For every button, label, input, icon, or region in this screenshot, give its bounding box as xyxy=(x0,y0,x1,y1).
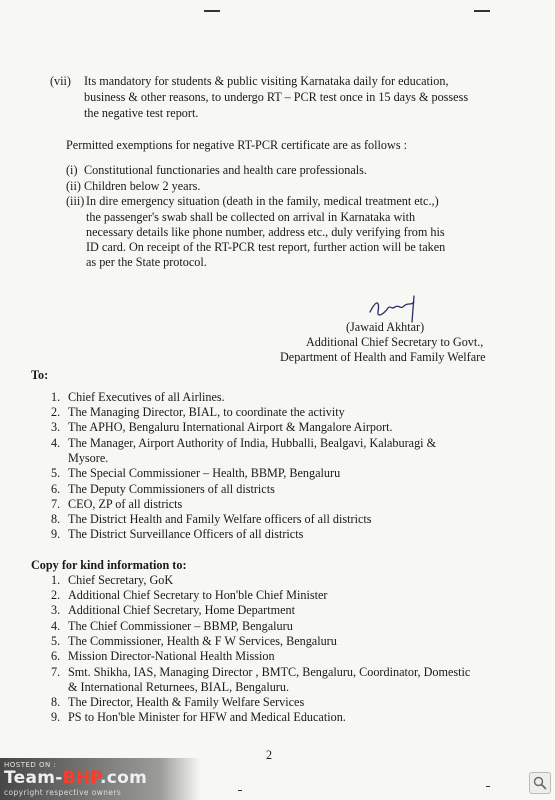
to-item-number: 8. xyxy=(51,512,61,526)
copy-heading: Copy for kind information to: xyxy=(31,558,187,572)
to-item: CEO, ZP of all districts xyxy=(68,497,183,511)
copy-item-number: 4. xyxy=(51,619,61,633)
copy-item: The Chief Commissioner – BBMP, Bengaluru xyxy=(68,619,293,633)
signatory-department: Department of Health and Family Welfare xyxy=(280,350,486,364)
to-item-number: 7. xyxy=(51,497,61,511)
exemption-line: the passenger's swab shall be collected on arrival in Karnataka with xyxy=(86,210,416,224)
exemption-number: (ii) xyxy=(66,179,81,193)
exemption-line: as per the State protocol. xyxy=(86,255,207,269)
to-item-number: 9. xyxy=(51,527,61,541)
exemption-number: (i) xyxy=(66,163,78,177)
to-item: The Special Commissioner – Health, BBMP, Bengaluru xyxy=(68,466,341,480)
watermark-copyright: copyright respective owners xyxy=(4,788,122,797)
to-item: The Managing Director, BIAL, to coordinate the activity xyxy=(68,405,345,419)
copy-item-number: 5. xyxy=(51,634,61,648)
signatory-name: (Jawaid Akhtar) xyxy=(346,320,425,334)
to-item-number: 4. xyxy=(51,436,61,450)
copy-item-number: 6. xyxy=(51,649,61,663)
top-mark-right xyxy=(474,10,490,12)
copy-item: The Director, Health & Family Welfare Services xyxy=(68,695,305,709)
to-item-number: 1. xyxy=(51,390,61,404)
magnifier-icon xyxy=(533,776,547,790)
exemptions-intro: Permitted exemptions for negative RT-PCR certificate are as follows : xyxy=(66,138,407,152)
to-item: Chief Executives of all Airlines. xyxy=(68,390,225,404)
exemption-line: necessary details like phone number, address etc., duly verifying from his xyxy=(86,225,445,239)
copy-item-number: 1. xyxy=(51,573,61,587)
copy-item: Additional Chief Secretary to Hon'ble Chief Minister xyxy=(68,588,328,602)
exemption-line: Children below 2 years. xyxy=(84,179,201,193)
to-item: The APHO, Bengaluru International Airport & Mangalore Airport. xyxy=(68,420,393,434)
watermark-brand-a: Team- xyxy=(4,768,63,788)
to-item: The District Health and Family Welfare officers of all districts xyxy=(68,512,372,526)
copy-item: Mission Director-National Health Mission xyxy=(68,649,275,663)
to-item-number: 5. xyxy=(51,466,61,480)
copy-item-number: 8. xyxy=(51,695,61,709)
clause-vii-line: Its mandatory for students & public visiting Karnataka daily for education, xyxy=(84,74,449,88)
copy-item: The Commissioner, Health & F W Services, Bengaluru xyxy=(68,634,337,648)
zoom-button[interactable] xyxy=(529,772,551,794)
to-item: Mysore. xyxy=(68,451,109,465)
signatory-designation: Additional Chief Secretary to Govt., xyxy=(306,335,484,349)
top-mark-left xyxy=(204,10,220,12)
watermark-brand-c: .com xyxy=(100,768,148,788)
copy-item: PS to Hon'ble Minister for HFW and Medical Education. xyxy=(68,710,346,724)
exemption-line: ID card. On receipt of the RT-PCR test report, further action will be taken xyxy=(86,240,446,254)
copy-item-number: 2. xyxy=(51,588,61,602)
watermark-hosted-on: HOSTED ON : xyxy=(4,761,57,769)
copy-item: Chief Secretary, GoK xyxy=(68,573,174,587)
to-item-number: 3. xyxy=(51,420,61,434)
to-item: The District Surveillance Officers of all districts xyxy=(68,527,304,541)
to-item: The Manager, Airport Authority of India, Hubballi, Bealgavi, Kalaburagi & xyxy=(68,436,437,450)
exemption-line: In dire emergency situation (death in the family, medical treatment etc.,) xyxy=(86,194,439,208)
to-item-number: 6. xyxy=(51,482,61,496)
copy-item-number: 9. xyxy=(51,710,61,724)
exemption-line: Constitutional functionaries and health care professionals. xyxy=(84,163,367,177)
watermark-logo xyxy=(0,758,200,800)
watermark-brand xyxy=(4,768,147,788)
exemption-number: (iii) xyxy=(66,194,85,208)
bottom-mark xyxy=(238,790,242,791)
page-number: 2 xyxy=(266,748,273,762)
bottom-mark xyxy=(486,786,490,787)
copy-item: Smt. Shikha, IAS, Managing Director , BMTC, Bengaluru, Coordinator, Domestic xyxy=(68,665,471,679)
to-heading: To: xyxy=(31,368,49,382)
watermark-brand-b: BHP xyxy=(62,768,101,788)
copy-item: & International Returnees, BIAL, Bengaluru. xyxy=(68,680,290,694)
clause-vii-number: (vii) xyxy=(50,74,71,88)
copy-item-number: 7. xyxy=(51,665,61,679)
copy-item: Additional Chief Secretary, Home Department xyxy=(68,603,295,617)
clause-vii-line: business & other reasons, to undergo RT – PCR test once in 15 days & possess xyxy=(84,90,469,104)
to-item-number: 2. xyxy=(51,405,61,419)
to-item: The Deputy Commissioners of all districts xyxy=(68,482,275,496)
copy-item-number: 3. xyxy=(51,603,61,617)
clause-vii-line: the negative test report. xyxy=(84,106,199,120)
